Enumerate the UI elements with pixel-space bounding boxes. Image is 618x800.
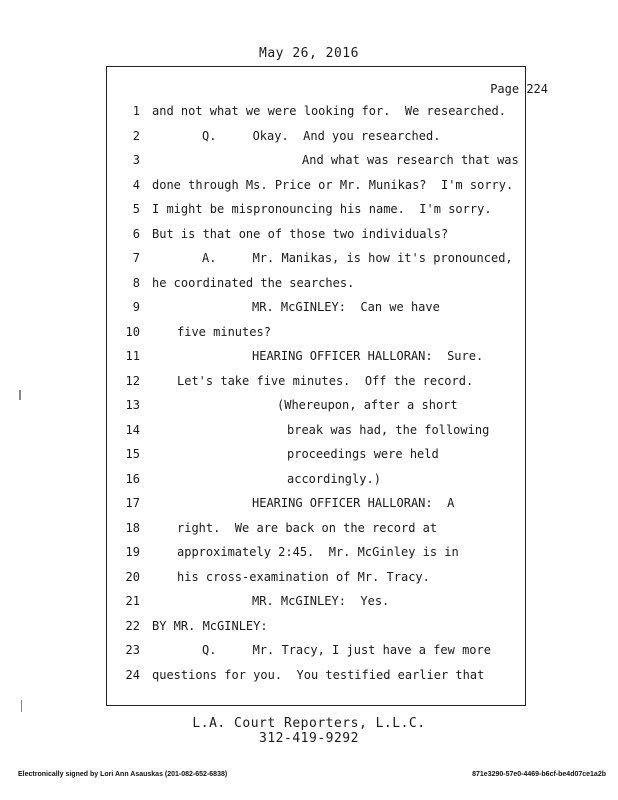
line-number: 16 [125,471,140,486]
line-text: I might be mispronouncing his name. I'm sorry. [152,202,492,216]
line-text: Q. Mr. Tracy, I just have a few more [202,643,491,657]
line-number: 8 [132,275,140,290]
scan-mark [21,700,22,712]
line-text: MR. McGINLEY: Yes. [252,594,390,608]
e-signature-right: 871e3290-57e0-4469-b6cf-be4d07ce1a2b [472,771,606,778]
line-number: 13 [125,398,140,412]
line-number: 6 [132,226,140,241]
line-text: five minutes? [177,324,271,339]
line-number: 17 [125,496,140,510]
line-text: done through Ms. Price or Mr. Munikas? I'm sorry. [152,177,514,192]
scan-mark [19,390,21,400]
line-number: 24 [125,667,140,682]
line-number: 21 [125,594,140,608]
line-text: A. Mr. Manikas, is how it's pronounced, [202,251,513,265]
line-number: 4 [132,177,140,192]
line-number: 18 [125,520,140,535]
line-text: Let's take five minutes. Off the record. [177,373,474,388]
line-number: 5 [132,202,140,216]
line-number: 7 [132,251,140,265]
e-signature-left: Electronically signed by Lori Ann Asauskas (201-082-652-6838) [18,771,228,778]
line-text: And what was research that was [302,153,519,167]
line-number: 3 [132,153,140,167]
line-number: 23 [125,643,140,657]
line-text: he coordinated the searches. [152,275,355,290]
line-number: 15 [125,447,140,461]
line-number: 10 [125,324,140,339]
footer-company: L.A. Court Reporters, L.L.C. [192,716,426,731]
line-number: 2 [132,128,140,143]
line-number: 14 [125,422,140,437]
line-text: Q. Okay. And you researched. [202,128,441,143]
line-text: proceedings were held [287,447,439,461]
line-text: HEARING OFFICER HALLORAN: A [252,496,455,510]
footer-phone: 312-419-9292 [259,731,359,746]
line-text: questions for you. You testified earlier that [152,667,485,682]
line-text: BY MR. McGINLEY: [152,618,268,633]
line-number: 1 [132,104,140,118]
line-text: break was had, the following [287,422,490,437]
line-text: But is that one of those two individuals? [152,226,449,241]
line-number: 20 [125,569,140,584]
line-text: HEARING OFFICER HALLORAN: Sure. [252,349,484,363]
page-number: Page 224 [490,82,548,96]
line-number: 19 [125,545,140,559]
line-text: accordingly.) [287,471,381,486]
line-number: 22 [125,618,140,633]
line-number: 12 [125,373,140,388]
line-text: (Whereupon, after a short [277,398,458,412]
line-text: and not what we were looking for. We researched. [152,104,507,118]
line-text: right. We are back on the record at [177,520,438,535]
line-text: approximately 2:45. Mr. McGinley is in [177,545,459,559]
line-number: 9 [132,300,140,314]
line-text: his cross-examination of Mr. Tracy. [177,569,430,584]
line-text: MR. McGINLEY: Can we have [252,300,440,314]
transcript-date: May 26, 2016 [259,46,359,61]
line-number: 11 [125,349,140,363]
